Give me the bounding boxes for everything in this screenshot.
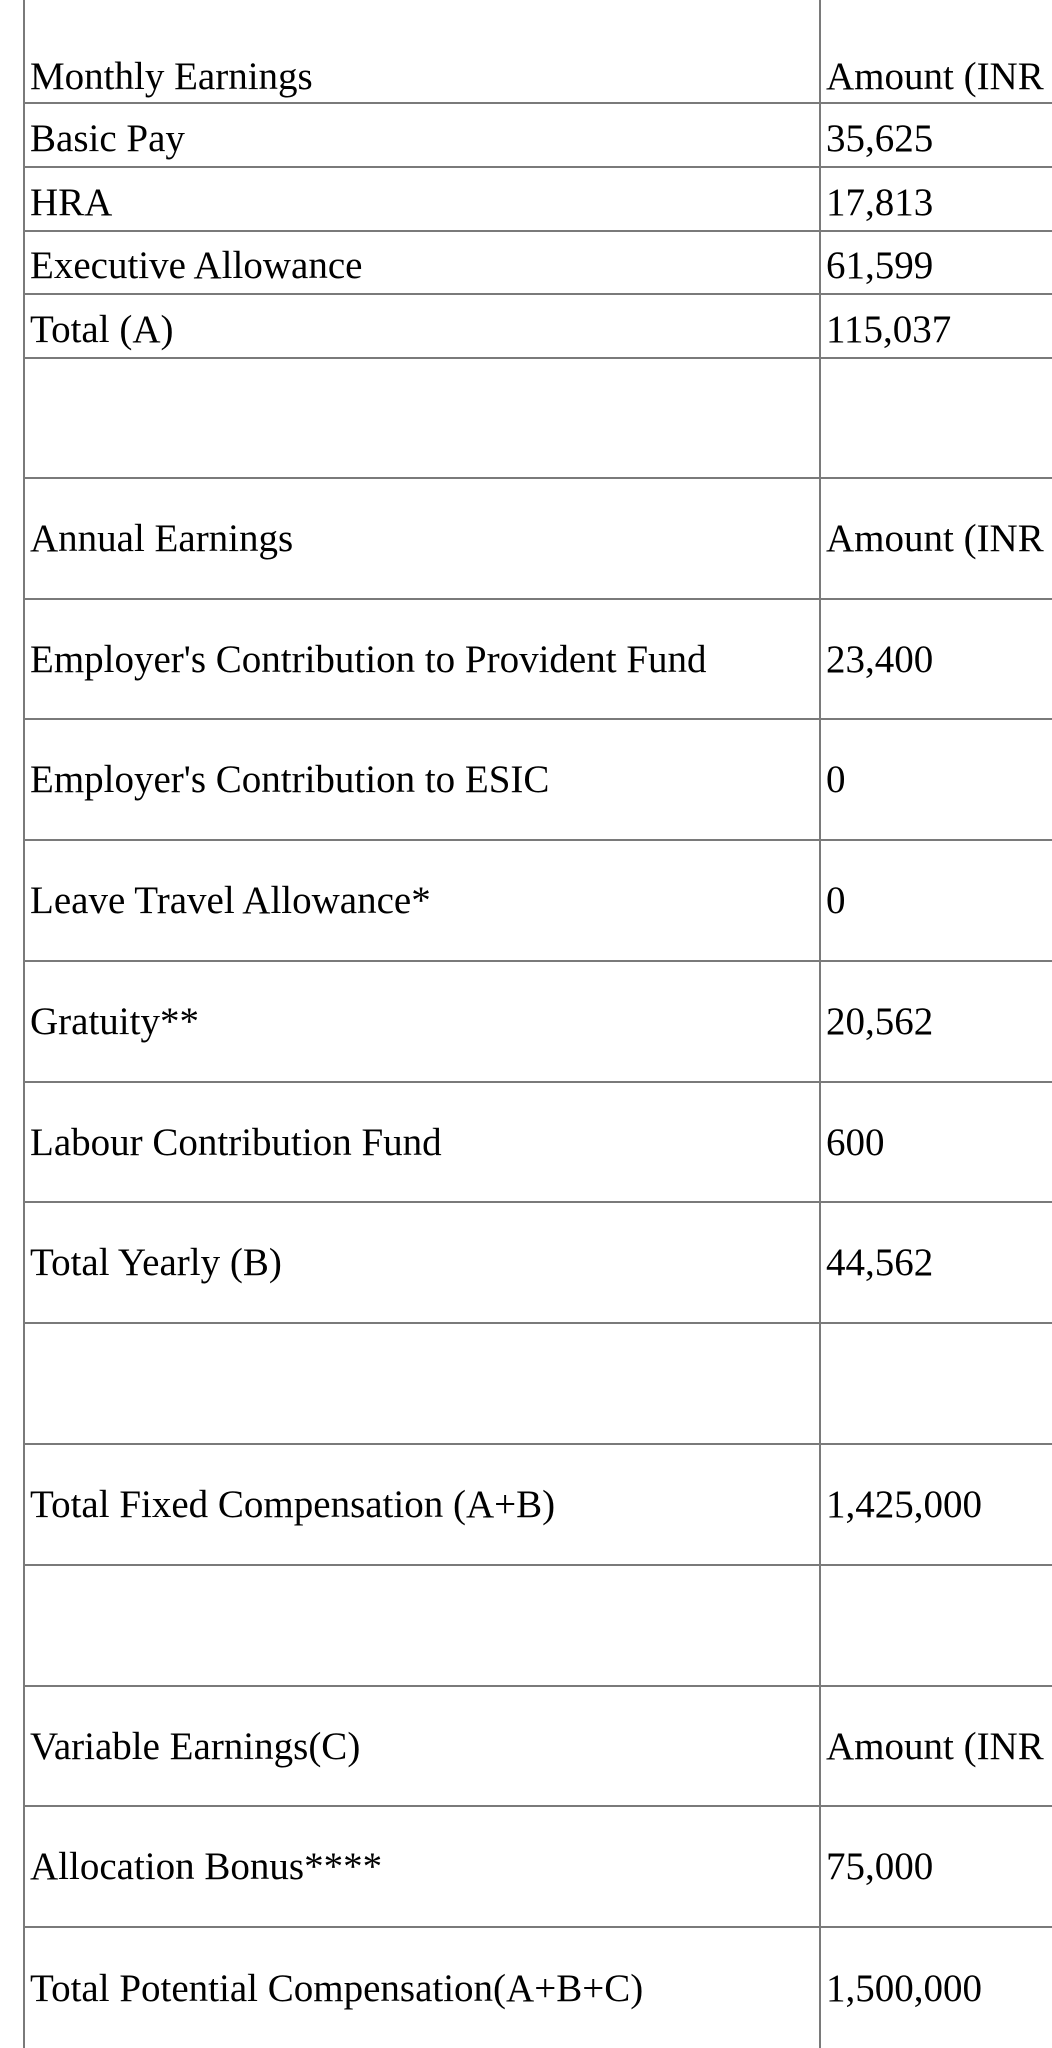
table-row [24, 962, 1052, 1083]
table-row [24, 841, 1052, 962]
fixed-compensation-amount: 1,425,000 [826, 1483, 982, 1526]
row-label: Basic Pay [30, 117, 185, 160]
monthly-total-row [24, 295, 1052, 359]
annual-total-row [24, 1203, 1052, 1324]
row-amount: 17,813 [826, 181, 934, 224]
annual-total-label: Total Yearly (B) [30, 1241, 282, 1284]
potential-compensation-row [24, 1928, 1052, 2048]
row-amount: 35,625 [826, 117, 934, 160]
spacer-row [24, 1566, 1052, 1687]
annual-header-amount: Amount (INR [826, 517, 1044, 560]
monthly-header-label: Monthly Earnings [30, 55, 313, 98]
variable-header-amount: Amount (INR [826, 1724, 1044, 1768]
row-amount: 20,562 [826, 1000, 934, 1043]
table-row [24, 1083, 1052, 1203]
table-row [24, 168, 1052, 232]
row-label: Leave Travel Allowance* [30, 879, 431, 922]
potential-compensation-amount: 1,500,000 [826, 1966, 982, 2010]
variable-header-row [24, 1687, 1052, 1807]
fixed-compensation-label: Total Fixed Compensation (A+B) [30, 1483, 556, 1526]
row-amount: 600 [826, 1120, 885, 1164]
row-label: Allocation Bonus**** [30, 1845, 383, 1888]
variable-header-label: Variable Earnings(C) [30, 1724, 361, 1768]
row-amount: 75,000 [826, 1845, 934, 1888]
monthly-header-amount: Amount (INR [826, 55, 1044, 98]
table-row [24, 600, 1052, 720]
monthly-total-label: Total (A) [30, 308, 174, 351]
annual-header-row [24, 479, 1052, 600]
monthly-total-amount: 115,037 [826, 308, 952, 351]
monthly-header-row [24, 0, 1052, 104]
row-label: Employer's Contribution to Provident Fund [30, 637, 707, 681]
row-amount: 23,400 [826, 637, 934, 681]
potential-compensation-label: Total Potential Compensation(A+B+C) [30, 1966, 644, 2010]
table-row [24, 720, 1052, 841]
row-label: HRA [30, 181, 113, 224]
row-label: Executive Allowance [30, 244, 363, 287]
fixed-compensation-row [24, 1445, 1052, 1566]
row-label: Employer's Contribution to ESIC [30, 758, 550, 801]
row-amount: 61,599 [826, 244, 934, 287]
row-amount: 0 [826, 758, 846, 801]
annual-header-label: Annual Earnings [30, 517, 294, 560]
spacer-row [24, 359, 1052, 479]
row-label: Labour Contribution Fund [30, 1120, 442, 1164]
table-row [24, 104, 1052, 168]
spacer-row [24, 1324, 1052, 1445]
row-amount: 0 [826, 879, 846, 922]
table-row [24, 1807, 1052, 1928]
table-row [24, 232, 1052, 295]
row-label: Gratuity** [30, 1000, 199, 1043]
annual-total-amount: 44,562 [826, 1241, 934, 1284]
